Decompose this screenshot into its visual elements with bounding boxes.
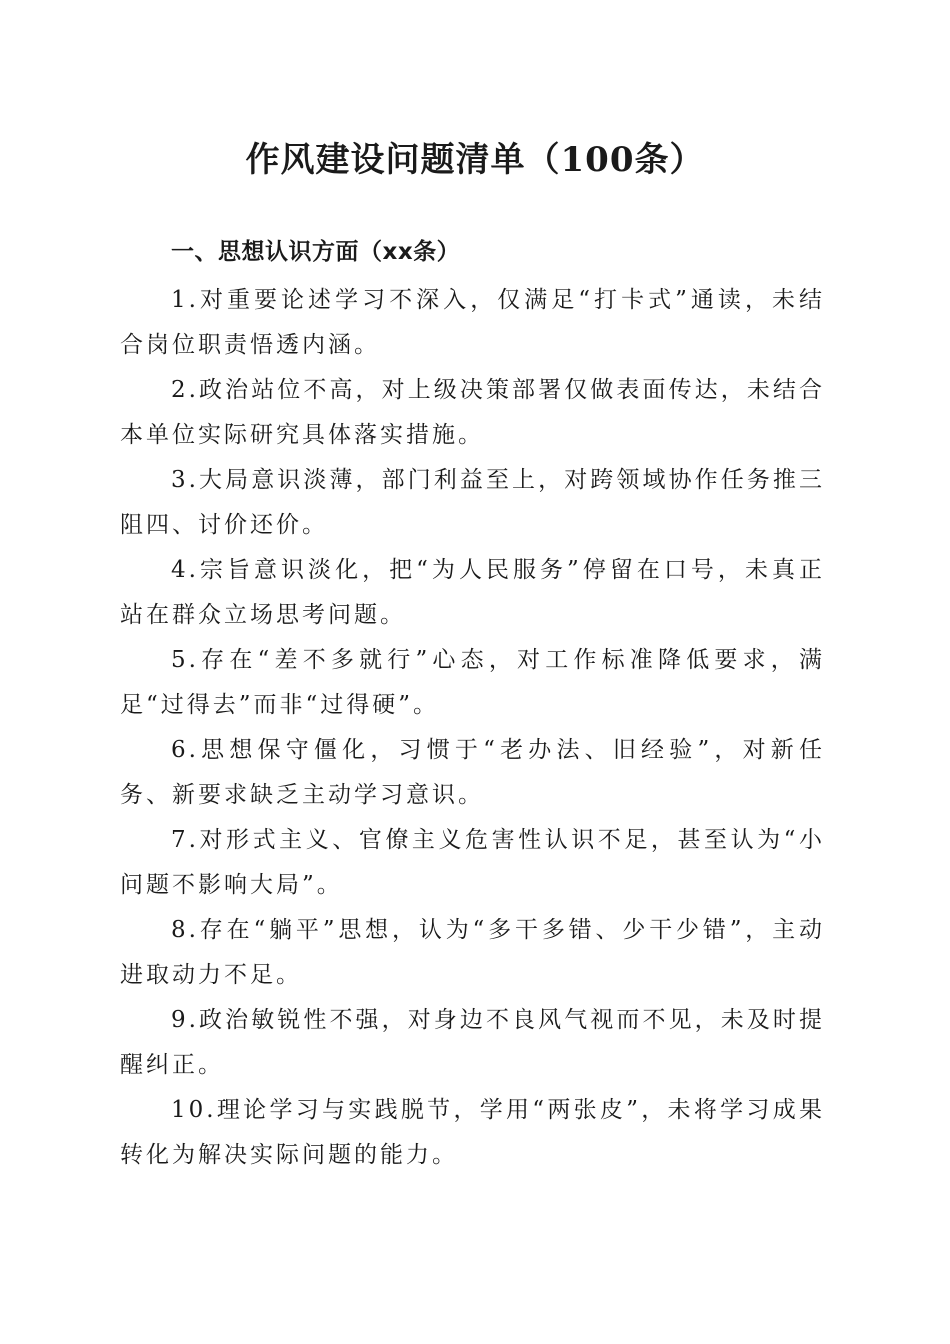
- list-item: 6.思想保守僵化，习惯于“老办法、旧经验”，对新任务、新要求缺乏主动学习意识。: [120, 737, 825, 808]
- document-title: 作风建设问题清单（100条）: [245, 140, 705, 180]
- list-item: 3.大局意识淡薄，部门利益至上，对跨领域协作任务推三阻四、讨价还价。: [120, 467, 825, 538]
- list-item: 10.理论学习与实践脱节，学用“两张皮”，未将学习成果转化为解决实际问题的能力。: [120, 1097, 825, 1168]
- list-item: 5.存在“差不多就行”心态，对工作标准降低要求，满足“过得去”而非“过得硬”。: [120, 647, 825, 718]
- list-item: 4.宗旨意识淡化，把“为人民服务”停留在口号，未真正站在群众立场思考问题。: [120, 557, 825, 628]
- list-item: 9.政治敏锐性不强，对身边不良风气视而不见，未及时提醒纠正。: [120, 1007, 825, 1078]
- list-item: 2.政治站位不高，对上级决策部署仅做表面传达，未结合本单位实际研究具体落实措施。: [120, 377, 825, 448]
- list-item: 1.对重要论述学习不深入，仅满足“打卡式”通读，未结合岗位职责悟透内涵。: [120, 287, 825, 358]
- list-item: 7.对形式主义、官僚主义危害性认识不足，甚至认为“小问题不影响大局”。: [120, 827, 825, 898]
- list-item: 8.存在“躺平”思想，认为“多干多错、少干少错”，主动进取动力不足。: [120, 917, 825, 988]
- section-heading-ideological: 一、思想认识方面（xx条）: [171, 239, 461, 265]
- issue-list: [120, 278, 825, 1178]
